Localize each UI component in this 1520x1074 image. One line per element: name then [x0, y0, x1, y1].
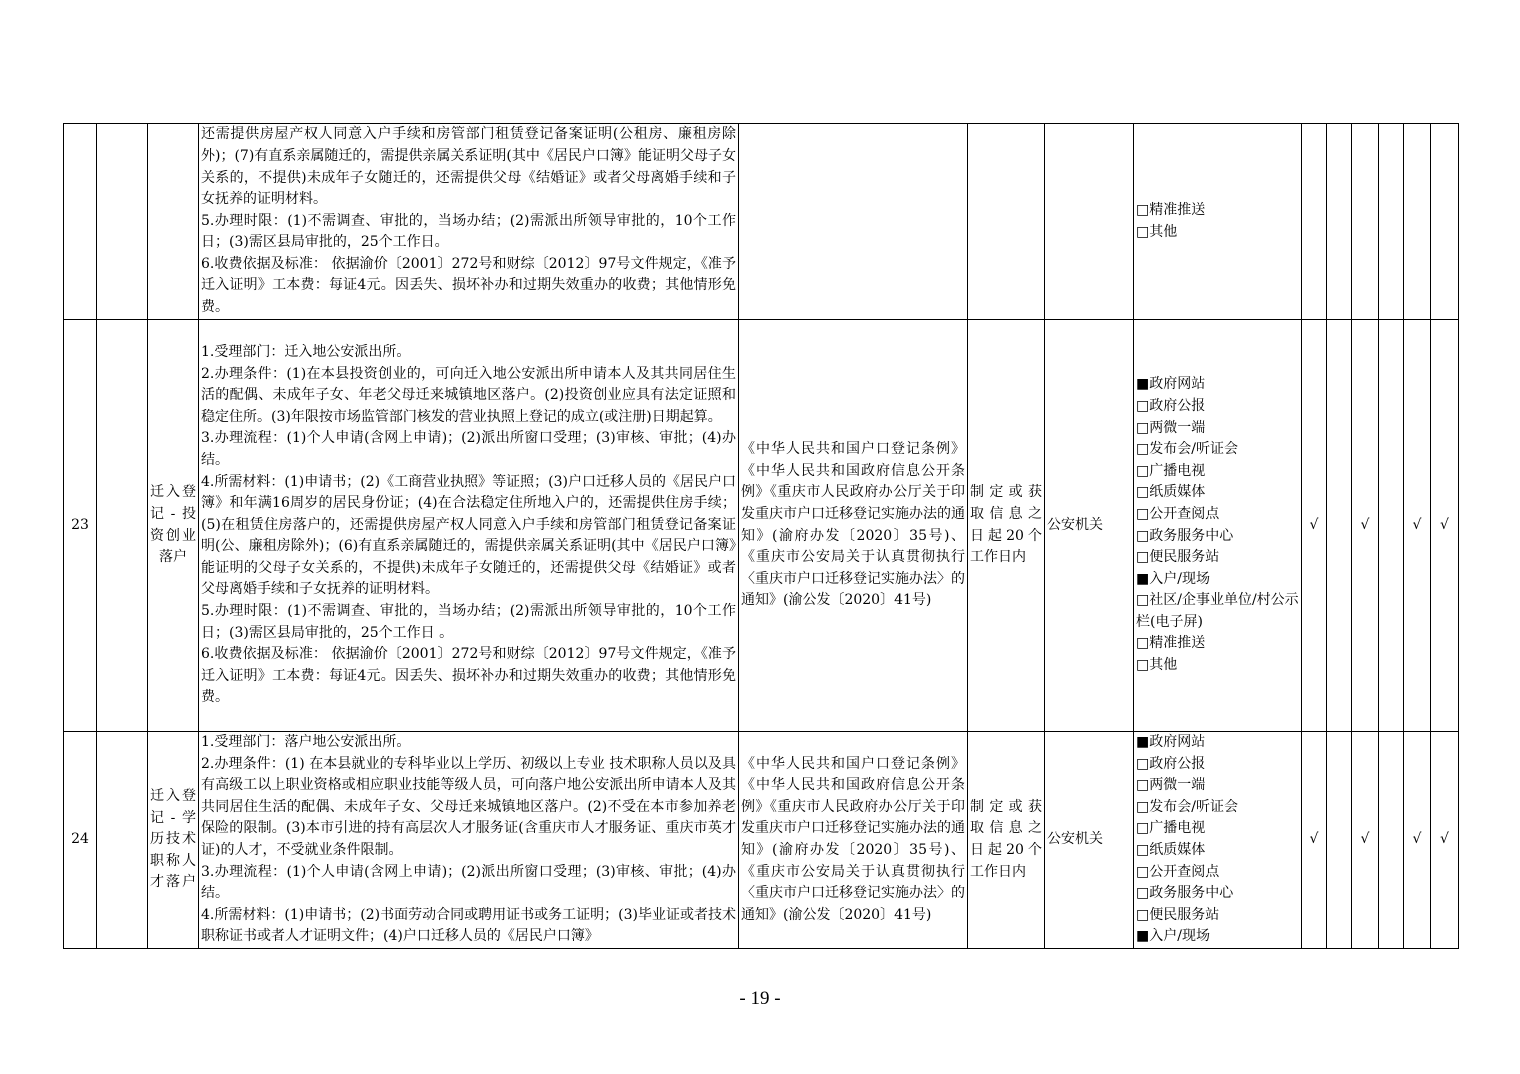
- checkbox-icon: □: [1136, 777, 1150, 794]
- checkbox-icon: □: [1136, 842, 1150, 858]
- checkbox-icon: □: [1136, 201, 1150, 218]
- check-cell: [1327, 320, 1352, 732]
- check-cell: [1379, 732, 1404, 949]
- seq-cell: [64, 124, 97, 320]
- checkbox-icon: □: [1136, 755, 1150, 772]
- check-cell: [1302, 124, 1327, 320]
- name-cell: [148, 124, 199, 320]
- channel-item: ■入户/现场: [1136, 570, 1210, 587]
- check-cell: √: [1431, 320, 1459, 732]
- check-cell: [1327, 732, 1352, 949]
- table-row: [64, 732, 1459, 949]
- checkbox-icon: ■: [1136, 570, 1150, 587]
- channel-item: □政府公报: [1136, 755, 1206, 772]
- channel-item: □其他: [1136, 223, 1178, 240]
- channel-item: □公开查阅点: [1136, 505, 1220, 522]
- checkbox-icon: □: [1136, 549, 1150, 566]
- channel-item: □便民服务站: [1136, 906, 1220, 923]
- content-line: 1.受理部门：落户地公安派出所。: [201, 734, 411, 751]
- channel-item: □公开查阅点: [1136, 863, 1220, 880]
- content-line: 2.办理条件：(1)在本县投资创业的，可向迁入地公安派出所申请本人及其共同居住生活的配偶、未成年子女、年老父母迁来城镇地区落户。(2)投资创业应具有法定证照和稳定住所。(3)年限按市场监管部门核发的营业执照上登记的成立(或注册)日期起算。: [201, 365, 736, 425]
- checkbox-icon: □: [1136, 657, 1150, 674]
- period-cell: 制定或获 取信息之 日起20个 工作日内: [968, 320, 1045, 732]
- channel-item: □两微一端: [1136, 419, 1206, 436]
- content-cell: [199, 124, 739, 320]
- table-row: [64, 124, 1459, 320]
- checkbox-icon: ■: [1136, 928, 1150, 945]
- check-cell: √: [1302, 320, 1327, 732]
- channel-item: □广播电视: [1136, 462, 1206, 479]
- check-cell: [1404, 124, 1431, 320]
- check-cell: √: [1404, 320, 1431, 732]
- check-cell: [1327, 124, 1352, 320]
- checkbox-icon: □: [1136, 885, 1150, 902]
- channel-item: □政务服务中心: [1136, 885, 1234, 902]
- content-cell: [199, 732, 739, 949]
- channel-item: □纸质媒体: [1136, 484, 1206, 501]
- channel-item: □纸质媒体: [1136, 842, 1206, 858]
- checkbox-icon: □: [1136, 592, 1150, 609]
- checkbox-icon: □: [1136, 462, 1150, 479]
- checkbox-icon: ■: [1136, 734, 1150, 751]
- content-line: 2.办理条件：(1) 在本县就业的专科毕业以上学历、初级以上专业 技术职称人员以及具有高级工以上职业资格或相应职业技能等级人员，可向落户地公安派出所申请本人及其共同居住生活的配偶、未成年子女、父母迁来城镇地区落户。(2)不受在本市参加养老保险的限制。(3)本市引进的持有高层次人才服务证(含重庆市人才服务证、重庆市英才证)的人才，不受就业条件限制。: [201, 755, 736, 858]
- basis-cell: [739, 124, 968, 320]
- check-cell: √: [1352, 732, 1379, 949]
- channels-cell: [1134, 320, 1302, 732]
- content-line: 4.所需材料：(1)申请书；(2)《工商营业执照》等证照；(3)户口迁移人员的《居民户口簿》和年满16周岁的居民身份证；(4)在合法稳定住所地入户的，还需提供住房手续；(5)在租赁住房落户的，还需提供房屋产权人同意入户手续和房管部门租赁登记备案证明(公、廉租房除外)；(6)有直系亲属随迁的，需提供亲属关系证明(其中《居民户口簿》能证明的父母子女关系的，不提供)未成年子女随迁的，还需提供父母《结婚证》或者父母离婚手续和子女抚养的证明材料。: [201, 473, 736, 598]
- basis-cell: 《中华人民共和国户口登记条例》《中华人民共和国政府信息公开条例》《重庆市人民政府办公厅关于印发重庆市户口迁移登记实施办法的通知》(渝府办发〔2020〕35号)、《重庆市公安局关于认真贯彻执行〈重庆市户口迁移登记实施办法〉的通知》(渝公发〔2020〕41号): [739, 320, 968, 732]
- content-line: 6.收费依据及标准： 依据渝价〔2001〕272号和财综〔2012〕97号文件规定，《准予迁入证明》工本费：每证4元。因丢失、损坏补办和过期失效重办的收费；其他情形免费。: [201, 646, 736, 706]
- channels-cell: [1134, 732, 1302, 949]
- disclosure-table: [63, 123, 1459, 949]
- check-cell: [1379, 320, 1404, 732]
- content-line: 5.办理时限：(1)不需调查、审批的，当场办结；(2)需派出所领导审批的，10个工作日；(3)需区县局审批的，25个工作日 。: [201, 603, 736, 641]
- check-cell: [1379, 124, 1404, 320]
- seq-cell: 23: [64, 320, 97, 732]
- period-cell: 制定或获 取信息之 日起20个 工作日内: [968, 732, 1045, 949]
- content-cell: [199, 320, 739, 732]
- checkbox-icon: □: [1136, 635, 1150, 652]
- checkbox-icon: □: [1136, 906, 1150, 923]
- check-cell: [1431, 124, 1459, 320]
- checkbox-icon: ■: [1136, 376, 1150, 393]
- content-line: 3.办理流程：(1)个人申请(含网上申请)；(2)派出所窗口受理；(3)审核、审批；(4)办结。: [201, 430, 736, 468]
- channel-item: ■政府网站: [1136, 376, 1206, 393]
- content-line: 6.收费依据及标准： 依据渝价〔2001〕272号和财综〔2012〕97号文件规定，《准予迁入证明》工本费：每证4元。因丢失、损坏补办和过期失效重办的收费；其他情形免费。: [201, 255, 736, 316]
- checkbox-icon: □: [1136, 505, 1150, 522]
- channel-item: ■入户/现场: [1136, 928, 1210, 945]
- subject-cell: 公安机关: [1045, 320, 1134, 732]
- basis-cell: 《中华人民共和国户口登记条例》《中华人民共和国政府信息公开条例》《重庆市人民政府办公厅关于印发重庆市户口迁移登记实施办法的通知》(渝府办发〔2020〕35号)、《重庆市公安局关于认真贯彻执行〈重庆市户口迁移登记实施办法〉的通知》(渝公发〔2020〕41号): [739, 732, 968, 949]
- blank-cell: [97, 320, 148, 732]
- page-number: - 19 -: [739, 988, 781, 1009]
- name-cell: 迁入登 记-学 历技术 职称人 才落户: [148, 732, 199, 949]
- checkbox-icon: □: [1136, 419, 1150, 436]
- channel-item: □政务服务中心: [1136, 527, 1234, 544]
- subject-cell: 公安机关: [1045, 732, 1134, 949]
- checkbox-icon: □: [1136, 798, 1150, 815]
- blank-cell: [97, 732, 148, 949]
- channel-item: □便民服务站: [1136, 549, 1220, 566]
- checkbox-icon: □: [1136, 223, 1150, 240]
- check-cell: √: [1404, 732, 1431, 949]
- period-cell: [968, 124, 1045, 320]
- channel-item: □两微一端: [1136, 777, 1206, 794]
- content-line: 3.办理流程：(1)个人申请(含网上申请)；(2)派出所窗口受理；(3)审核、审批；(4)办结。: [201, 863, 736, 902]
- channel-item: □政府公报: [1136, 397, 1206, 414]
- content-line: 1.受理部门：迁入地公安派出所。: [201, 343, 411, 360]
- channel-item: □发布会/听证会: [1136, 798, 1238, 815]
- checkbox-icon: □: [1136, 484, 1150, 501]
- channels-cell: [1134, 124, 1302, 320]
- checkbox-icon: □: [1136, 397, 1150, 414]
- checkbox-icon: □: [1136, 441, 1150, 458]
- subject-cell: [1045, 124, 1134, 320]
- check-cell: [1352, 124, 1379, 320]
- channel-item: □社区/企事业单位/村公示栏(电子屏): [1136, 592, 1299, 630]
- checkbox-icon: □: [1136, 820, 1150, 837]
- blank-cell: [97, 124, 148, 320]
- channel-item: □广播电视: [1136, 820, 1206, 837]
- table-row: [64, 320, 1459, 732]
- channel-item: □精准推送: [1136, 201, 1206, 218]
- content-line: 还需提供房屋产权人同意入户手续和房管部门租赁登记备案证明(公租房、廉租房除外)；(7)有直系亲属随迁的，需提供亲属关系证明(其中《居民户口簿》能证明父母子女关系的，不提供)未成年子女随迁的，还需提供父母《结婚证》或者父母离婚手续和子女抚养的证明材料。: [201, 126, 736, 208]
- channel-item: ■政府网站: [1136, 734, 1206, 751]
- check-cell: √: [1302, 732, 1327, 949]
- channel-item: □精准推送: [1136, 635, 1206, 652]
- check-cell: √: [1352, 320, 1379, 732]
- channel-item: □发布会/听证会: [1136, 441, 1238, 458]
- seq-cell: 24: [64, 732, 97, 949]
- checkbox-icon: □: [1136, 527, 1150, 544]
- checkbox-icon: □: [1136, 863, 1150, 880]
- channel-item: □其他: [1136, 657, 1178, 674]
- content-line: 4.所需材料：(1)申请书；(2)书面劳动合同或聘用证书或务工证明；(3)毕业证或者技术职称证书或者人才证明文件；(4)户口迁移人员的《居民户口簿》: [201, 906, 736, 945]
- content-line: 5.办理时限：(1)不需调查、审批的，当场办结；(2)需派出所领导审批的，10个工作日；(3)需区县局审批的，25个工作日。: [201, 212, 736, 251]
- name-cell: 迁入登 记-投 资创业 落户: [148, 320, 199, 732]
- check-cell: √: [1431, 732, 1459, 949]
